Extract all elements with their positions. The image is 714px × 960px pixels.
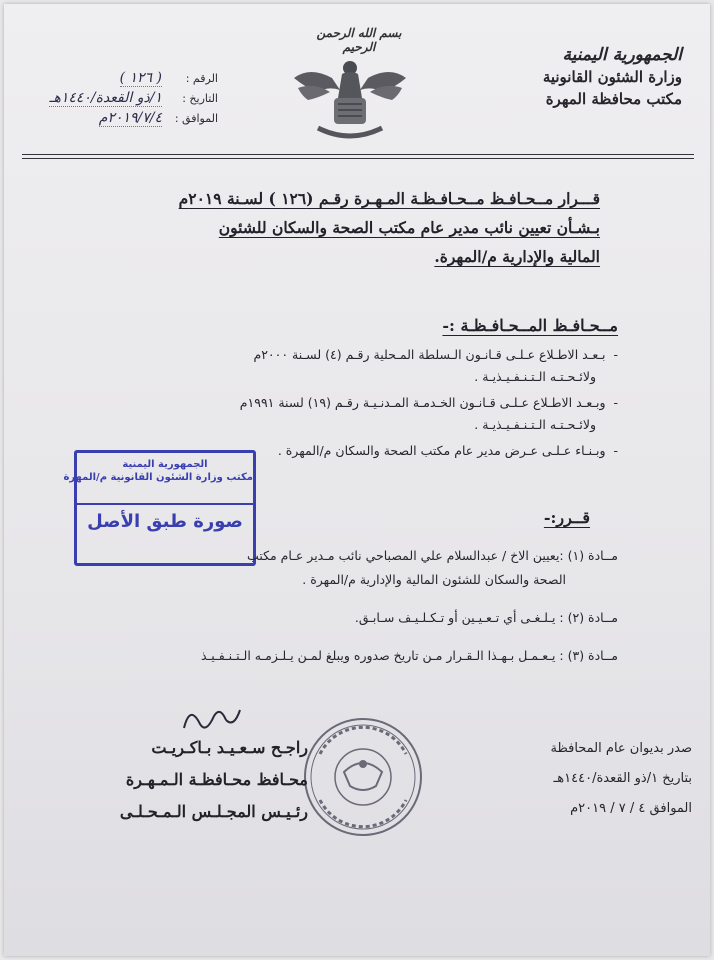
signature-block [88, 732, 308, 828]
decided-heading: قــرر:- [543, 508, 590, 527]
title-line-3: المالية والإدارية م/المهرة. [434, 247, 600, 266]
article-1-line-1: مــادة (١) :يعيين الاخ / عبدالسلام علي المصباحي نائب مـدير عـام مكتب [247, 548, 618, 563]
decision-title [84, 184, 600, 271]
article-1-line-2: الصحة والسكان للشئون المالية والإدارية م/المهرة . [302, 572, 566, 587]
signatory-title-2: رئـيـس المجـلـس الـمـحـلـى [119, 802, 308, 821]
basmala: بسم الله الرحمن الرحيم [316, 26, 402, 54]
letterhead-republic: الجمهورية اليمنية [562, 45, 682, 65]
article-3: مــادة (٣) : يـعـمـل بـهـذا الـقـرار مـن تاريخ صدوره ويبلغ لمـن يـلـزمـه الـتـنـفـيـذ [201, 648, 618, 663]
bullet-2-line-2: ولائـحـتـه الـتـنـفـيـذيـة . [474, 417, 596, 432]
stamp-line-2: مكتب وزارة الشئون القانونية م/المهرة [63, 472, 253, 483]
preamble-bullets [98, 344, 618, 462]
letterhead-office: مكتب محافظة المهرة [545, 90, 682, 108]
title-line-2: بـشـأن تعيين نائب مدير عام مكتب الصحة والسكان للشئون [218, 218, 600, 237]
signatory-title-1: محـافظ محـافظـة الـمـهـرة [125, 770, 308, 789]
meta-number: الرقم : ( ١٢٦ ) [119, 70, 218, 86]
round-official-seal-icon [300, 714, 426, 840]
bullet-1-line-2: ولائـحـتـه الـتـنـفـيـذيـة . [474, 369, 596, 384]
decision-articles [8, 544, 618, 668]
document-page [4, 4, 710, 956]
signatory-name: راجـح سـعـيـد بـاكـريـت [151, 738, 308, 757]
governor-heading: مــحـافـظ المــحـافـظـة :- [442, 316, 618, 335]
bullet-2-line-1: - وبـعـد الاطـلاع عـلـى قـانـون الخـدمـة المـدنـيـة رقـم (١٩) لسنة ١٩٩١م [239, 395, 618, 410]
letterhead-ministry: وزارة الشئون القانونية [542, 68, 682, 86]
issued-hijri-date: بتاريخ ١/ذو القعدة/١٤٤٠هـ [553, 771, 692, 786]
stamp-line-1: الجمهورية اليمنية [122, 459, 208, 470]
header-divider-thin [22, 158, 694, 159]
meta-hijri-date: التاريخ : ١/ذو القعدة/١٤٤٠هـ [49, 90, 218, 106]
stamp-line-3: صورة طبق الأصل [77, 503, 253, 532]
issued-at: صدر بديوان عام المحافظة [550, 741, 692, 756]
issuance-block [452, 734, 692, 824]
meta-gregorian-date: الموافق : ٢٠١٩/٧/٤م [98, 110, 218, 126]
bullet-3-line-1: - وبـنـاء عـلـى عـرض مدير عام مكتب الصحة والسكان م/المهرة . [277, 443, 618, 458]
article-2: مــادة (٢) : يـلـغـى أي تـعـيـين أو تـكـلـيـف سـابـق. [354, 610, 618, 625]
letterhead-right [472, 44, 682, 110]
issued-gregorian-date: الموافق ٤ / ٧ / ٢٠١٩م [570, 801, 692, 816]
bullet-1-line-1: - بـعـد الاطـلاع عـلـى قـانـون الـسلطة المـحلية رقـم (٤) لسـنة ٢٠٠٠م [253, 347, 618, 362]
eagle-emblem-icon [288, 48, 412, 148]
header-divider [22, 154, 694, 155]
document-meta [18, 70, 218, 130]
title-line-1: قـــرار مــحـافـظ مــحـافـظـة المـهـرة رقـم (١٢٦ ) لسـنة ٢٠١٩م [178, 189, 600, 208]
